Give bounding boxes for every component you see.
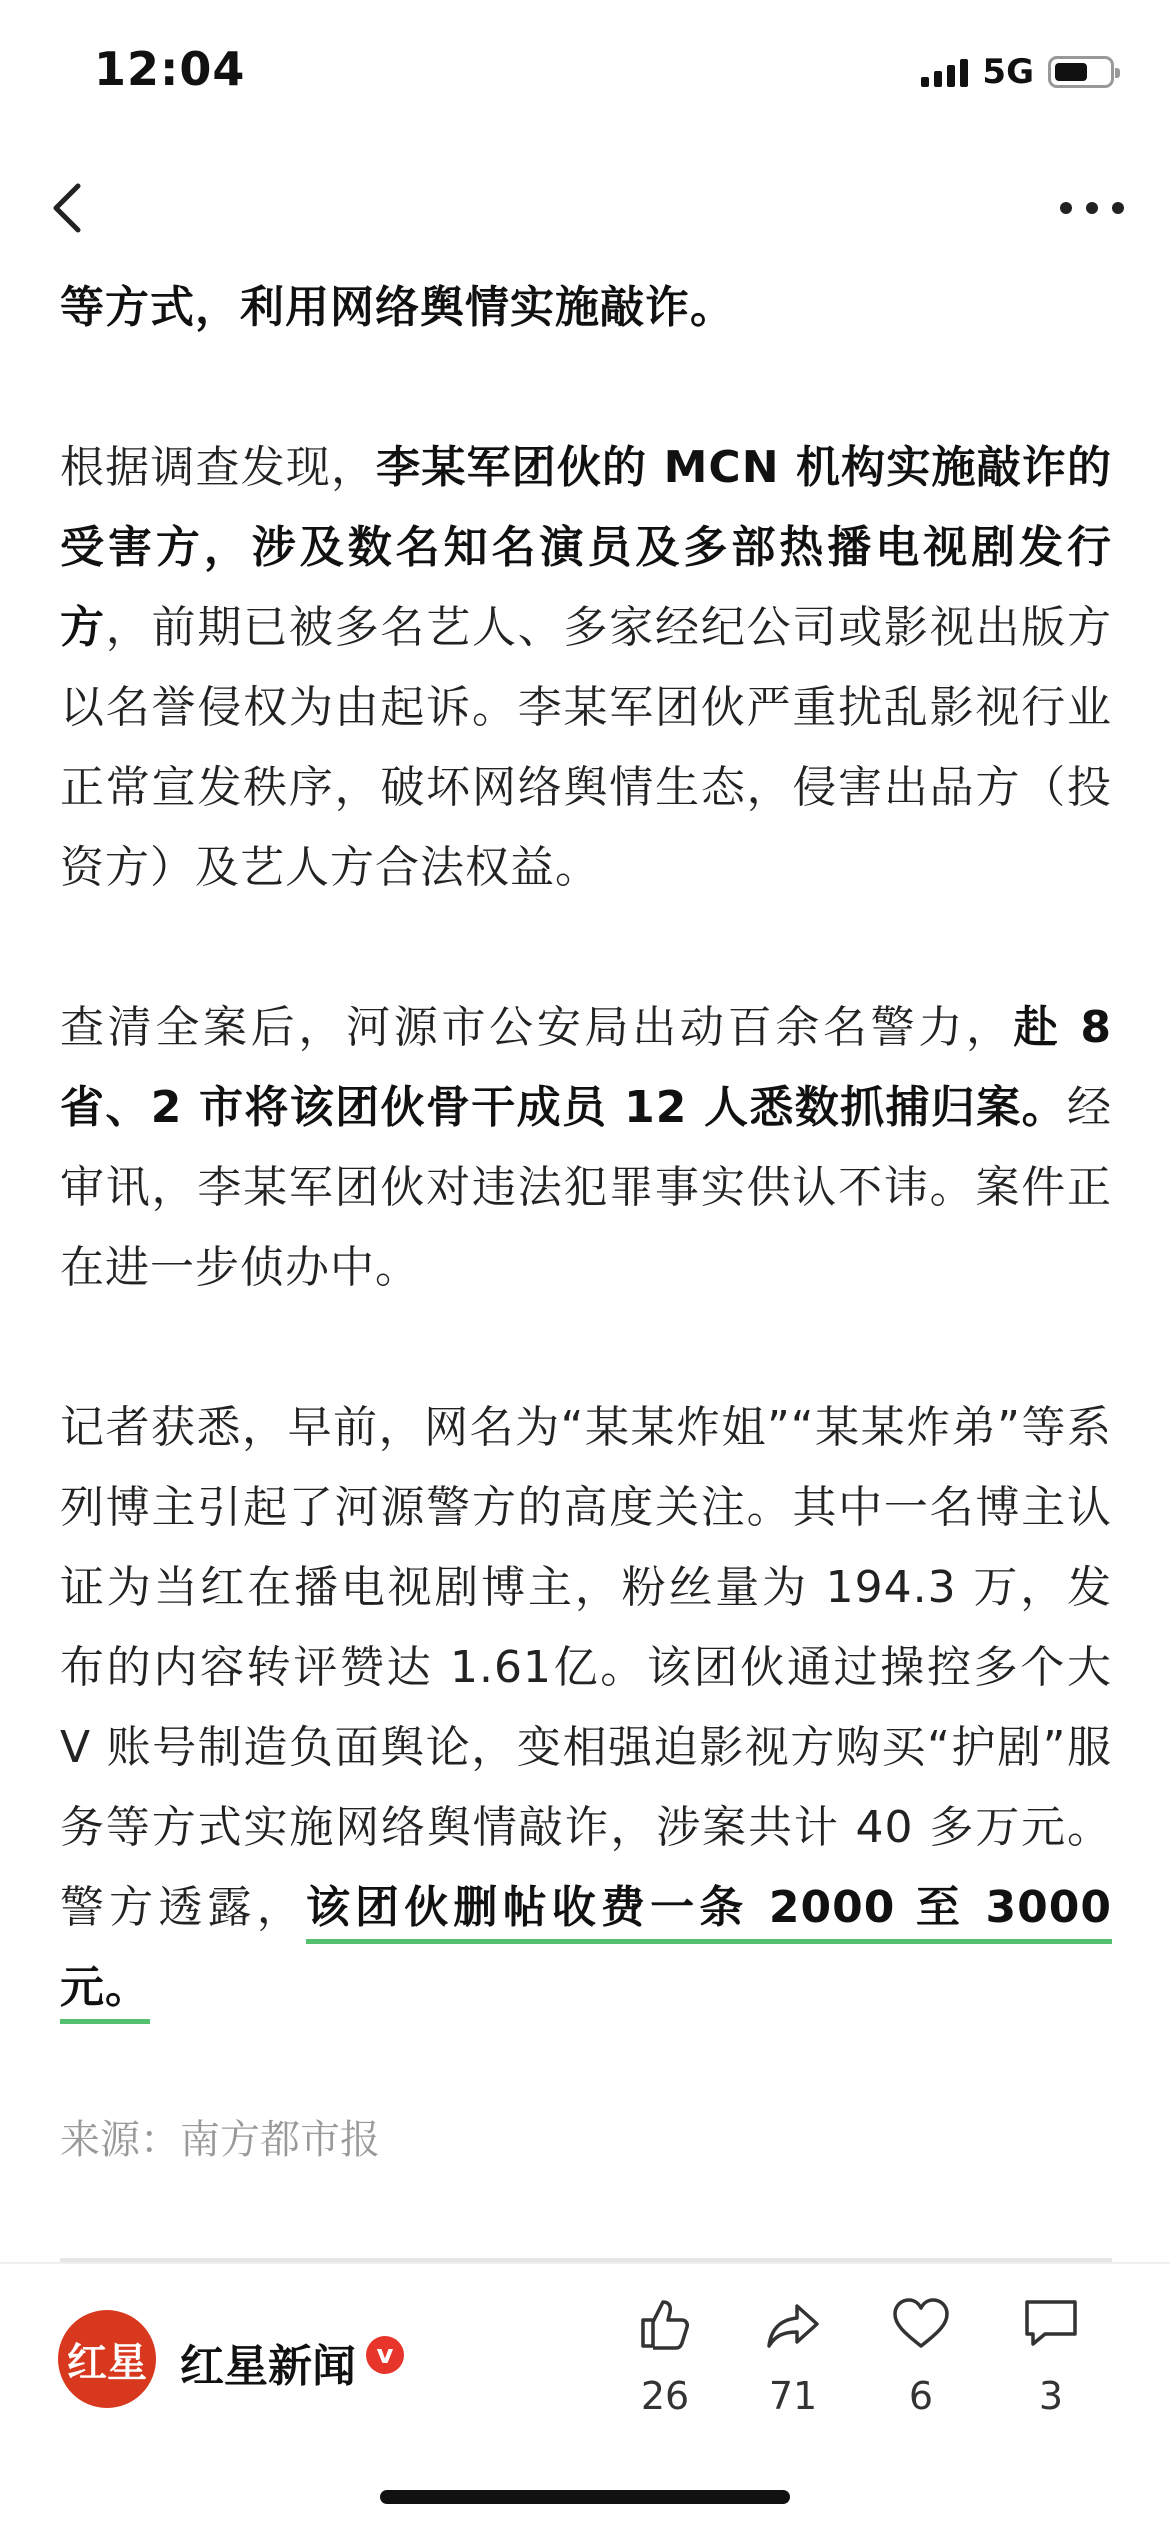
article-body [60,220,1112,2246]
network-label: 5G [982,52,1034,92]
like-icon [635,2294,695,2354]
paragraph-3: 查清全案后，河源市公安局出动百余名警力，赴 8 省、2 市将该团伙骨干成员 12 人悉数抓捕归案。经审讯，李某军团伙对违法犯罪事实供认不讳。案件正在进一步侦办中。 [60,1002,1113,1293]
share-count: 71 [768,2374,818,2418]
favorite-button[interactable] [866,2294,976,2434]
publisher-avatar[interactable]: 红星 [58,2310,156,2408]
like-button[interactable] [610,2294,720,2434]
signal-icon [921,57,968,87]
verified-badge-icon: v [366,2336,404,2374]
favorite-count: 6 [908,2374,934,2418]
comment-icon [1021,2294,1081,2354]
status-time: 12:04 [94,42,246,96]
status-bar [0,0,1170,150]
paragraph-4: 记者获悉，早前，网名为“某某炸姐”“某某炸弟”等系列博主引起了河源警方的高度关注。其中一名博主认证为当红在播电视剧博主，粉丝量为 194.3 万，发布的内容转评赞达 1.61亿。该团伙通过操控多个大 V 账号制造负面舆论，变相强迫影视方购买“护剧”服务等方式实施网络舆情敲诈，涉案共计 40 多万元。警方透露，该团伙删帖收费一条 2000 至 3000 元。 [60,1388,1112,2028]
status-indicators [921,52,1114,92]
share-icon [763,2294,823,2354]
navigation-bar [0,150,1170,268]
comment-count: 3 [1038,2374,1064,2418]
share-button[interactable] [738,2294,848,2434]
chevron-left-icon [40,172,100,242]
paragraph-2: 根据调查发现，李某军团伙的 MCN 机构实施敲诈的受害方，涉及数名知名演员及多部热播电视剧发行方，前期已被多名艺人、多家经纪公司或影视出版方以名誉侵权为由起诉。李某军团伙严重扰乱影视行业正常宣发秩序，破坏网络舆情生态，侵害出品方（投资方）及艺人方合法权益。 [60,442,1113,893]
back-button[interactable] [40,172,100,242]
comment-button[interactable] [996,2294,1106,2434]
article-source: 来源：南方都市报 [60,2117,380,2163]
highlighted-text: 该团伙删帖收费一条 2000 至 3000 元。 [60,1882,1112,2024]
like-count: 26 [640,2374,690,2418]
paragraph-1: 等方式，利用网络舆情实施敲诈。 [60,282,735,333]
home-indicator[interactable] [380,2490,790,2504]
more-horizontal-icon [1052,178,1132,238]
more-button[interactable] [1052,178,1132,238]
battery-icon [1048,56,1114,88]
publisher-name[interactable]: 红星新闻 [180,2341,356,2392]
heart-icon [891,2294,951,2354]
